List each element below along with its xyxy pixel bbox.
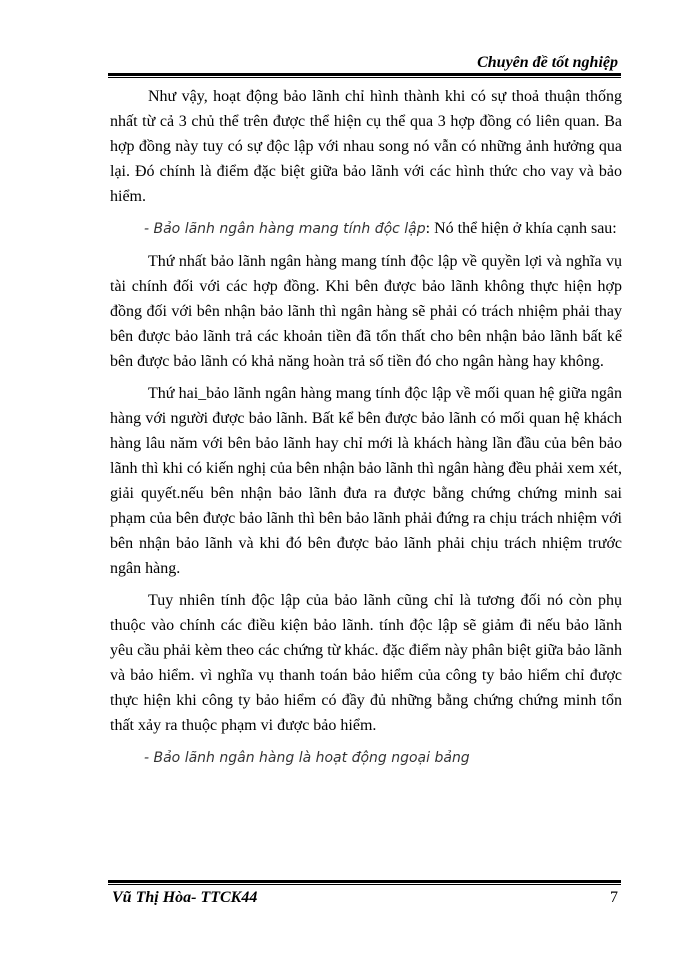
bullet-off-balance-italic: - Bảo lãnh ngân hàng là hoạt động ngoại bảng [144,750,470,766]
paragraph-2: Thứ nhất bảo lãnh ngân hàng mang tính độc lập về quyền lợi và nghĩa vụ tài chính đối với các hợp đồng. Khi bên được bảo lãnh không thực hiện hợp đồng đối với bên nhận bảo lãnh thì ngân hàng sẽ phải có trách nhiệm phải thay bên được bảo lãnh trả các khoản tiền đã tổn thất cho bên nhận bảo lãnh bất kể bên được bảo lãnh có khả năng hoàn trả số tiền đó cho ngân hàng hay không. [110,253,622,370]
bullet-off-balance [110,745,622,771]
bullet-independence-rest: : Nó thể hiện ở khía cạnh sau: [425,220,617,237]
bullet-independence [110,216,622,242]
paragraph-4: Tuy nhiên tính độc lập của bảo lãnh cũng chỉ là tương đối nó còn phụ thuộc vào chính các điều kiện bảo lãnh. tính độc lập sẽ giảm đi nếu bảo lãnh yêu cầu phải kèm theo các chứng từ khác. đặc điểm này phân biệt giữa bảo lãnh và bảo hiểm. vì nghĩa vụ thanh toán bảo hiểm của công ty bảo hiểm chỉ được thực hiện khi công ty bảo hiểm có đầy đủ những bằng chứng chứng minh tổn thất xảy ra thuộc phạm vi được bảo hiểm. [110,592,622,734]
page-number: 7 [610,889,618,906]
paragraph-1: Như vậy, hoạt động bảo lãnh chỉ hình thành khi có sự thoả thuận thống nhất từ cả 3 chủ thể trên được thể hiện cụ thể qua 3 hợp đồng có liên quan. Ba hợp đồng này tuy có sự độc lập với nhau song nó vẫn có những ảnh hưởng qua lại. Đó chính là điểm đặc biệt giữa bảo lãnh với các hình thức cho vay và bảo hiểm. [110,88,622,205]
page-body [110,84,622,778]
header-rule-thick [108,73,621,76]
paragraph-3: Thứ hai_bảo lãnh ngân hàng mang tính độc lập về mối quan hệ giữa ngân hàng với người được bảo lãnh. Bất kể bên được bảo lãnh có mối quan hệ khách hàng lâu năm với bên bảo lãnh hay chỉ mới là khách hàng lần đầu của bên bảo lãnh thì khi có kiến nghị của bên nhận bảo lãnh thì ngân hàng đều phải xem xét, giải quyết.nếu bên nhận bảo lãnh đưa ra được bằng chứng chứng minh sai phạm của bên được bảo lãnh thì bên bảo lãnh phải đứng ra chịu trách nhiệm với bên nhận bảo lãnh và khi đó bên được bảo lãnh phải chịu trách nhiệm trước ngân hàng. [110,385,622,577]
footer-author: Vũ Thị Hòa- TTCK44 [112,889,258,906]
bullet-independence-italic: - Bảo lãnh ngân hàng mang tính độc lập [144,221,426,237]
document-title: Chuyên đề tốt nghiệp [477,54,618,71]
footer-rule-thick [108,880,621,883]
header-rule-thin [108,77,621,78]
footer-rule-thin [108,884,621,885]
